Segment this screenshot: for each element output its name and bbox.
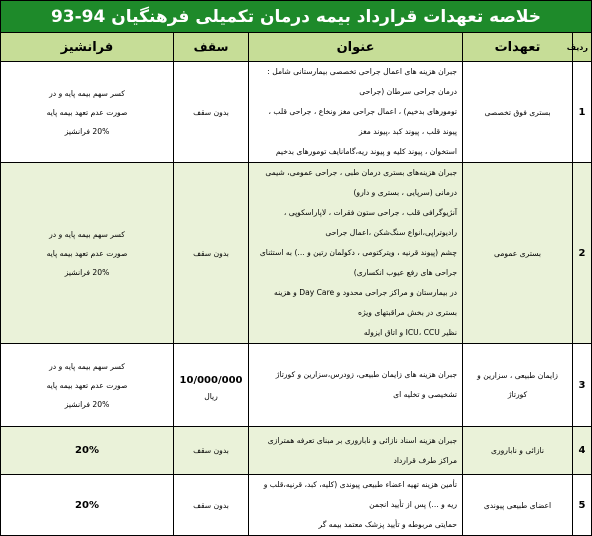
table-row (1, 163, 592, 344)
franchise-cell: کسر سهم بیمه پایه و در صورت عدم تعهد بیمه پایه 20% فرانشیز (1, 62, 174, 163)
table-row (1, 62, 592, 163)
header-subject: عنوان (249, 33, 463, 62)
commitment-cell: اعضای طبیعی پیوندی (463, 475, 573, 536)
ceiling-cell (174, 344, 249, 427)
description-cell: جبران هزینه اسناد نازائی و ناباروری بر مبنای تعرفه همترازی مراکز طرف قرارداد (249, 427, 463, 475)
franchise-cell: 20% (1, 427, 174, 475)
commitment-cell: بستری فوق تخصصی (463, 62, 573, 163)
franchise-cell: کسر سهم بیمه پایه و در صورت عدم تعهد بیمه پایه 20% فرانشیز (1, 344, 174, 427)
franchise-cell: 20% (1, 475, 174, 536)
ceiling-unit: ریال (204, 391, 218, 401)
row-number: 1 (573, 62, 592, 163)
ceiling-cell: بدون سقف (174, 427, 249, 475)
row-number: 3 (573, 344, 592, 427)
table-row (1, 344, 592, 427)
franchise-cell: کسر سهم بیمه پایه و در صورت عدم تعهد بیمه پایه 20% فرانشیز (1, 163, 174, 344)
header-ceiling: سقف (174, 33, 249, 62)
row-number: 4 (573, 427, 592, 475)
ceiling-cell: بدون سقف (174, 163, 249, 344)
header-row-no: ردیف (573, 33, 592, 62)
ceiling-cell: بدون سقف (174, 62, 249, 163)
ceiling-amount: 10/000/000 (179, 374, 243, 386)
header-franchise: فرانشیز (1, 33, 174, 62)
header-commitments: تعهدات (463, 33, 573, 62)
commitment-cell: زایمان طبیعی ، سزارین و کورتاژ (463, 344, 573, 427)
description-cell: تأمین هزینه تهیه اعضاء طبیعی پیوندی (کلیه، کبد، قرنیه،قلب و ریه و ...) پس از تأیید انجمن حمایتی مربوطه و تأیید پزشک معتمد بیمه گر (249, 475, 463, 536)
table-row (1, 475, 592, 536)
commitment-cell: نازائی و ناباروری (463, 427, 573, 475)
row-number: 5 (573, 475, 592, 536)
description-cell: جبران هزینه های اعمال جراحی تخصصی بیمارستانی شامل : درمان جراحی سرطان (جراحی تومورهای بدخیم) ، اعمال جراحی مغز ونخاع ، جراحی قلب ، پیوند قلب ، پیوند کبد ،پیوند مغز استخوان ، پیوند کلیه و پیوند ریه،گامانایف تومورهای بدخیم (249, 62, 463, 163)
description-cell: جبران هزینه‌های بستری درمان طبی ، جراحی عمومی، شیمی درمانی (سرپایی ، بستری و دارو) آنژیوگرافی قلب ، جراحی ستون فقرات ، لاپاراسکوپی ، رادیوتراپی،انواع سنگ‌شکن ،اعمال جراحی چشم (پیوند قرنیه ، ویترکتومی ، دکولمان رتین و ...) به استثنای جراحی های رفع عیوب انکساری) در بیمارستان و مراکز جراحی محدود و Day Care و هزینه بستری در بخش مراقبتهای ویژه نظیر ICU، CCU و اتاق ایزوله (249, 163, 463, 344)
description-cell: جبران هزینه های زایمان طبیعی، زودرس،سزارین و کورتاژ تشخیصی و تخلیه ای (249, 344, 463, 427)
row-number: 2 (573, 163, 592, 344)
ceiling-cell: بدون سقف (174, 475, 249, 536)
table-title: خلاصه تعهدات قرارداد بیمه درمان تکمیلی فرهنگیان 94-93 (1, 1, 592, 33)
table-row (1, 427, 592, 475)
commitment-cell: بستری عمومی (463, 163, 573, 344)
